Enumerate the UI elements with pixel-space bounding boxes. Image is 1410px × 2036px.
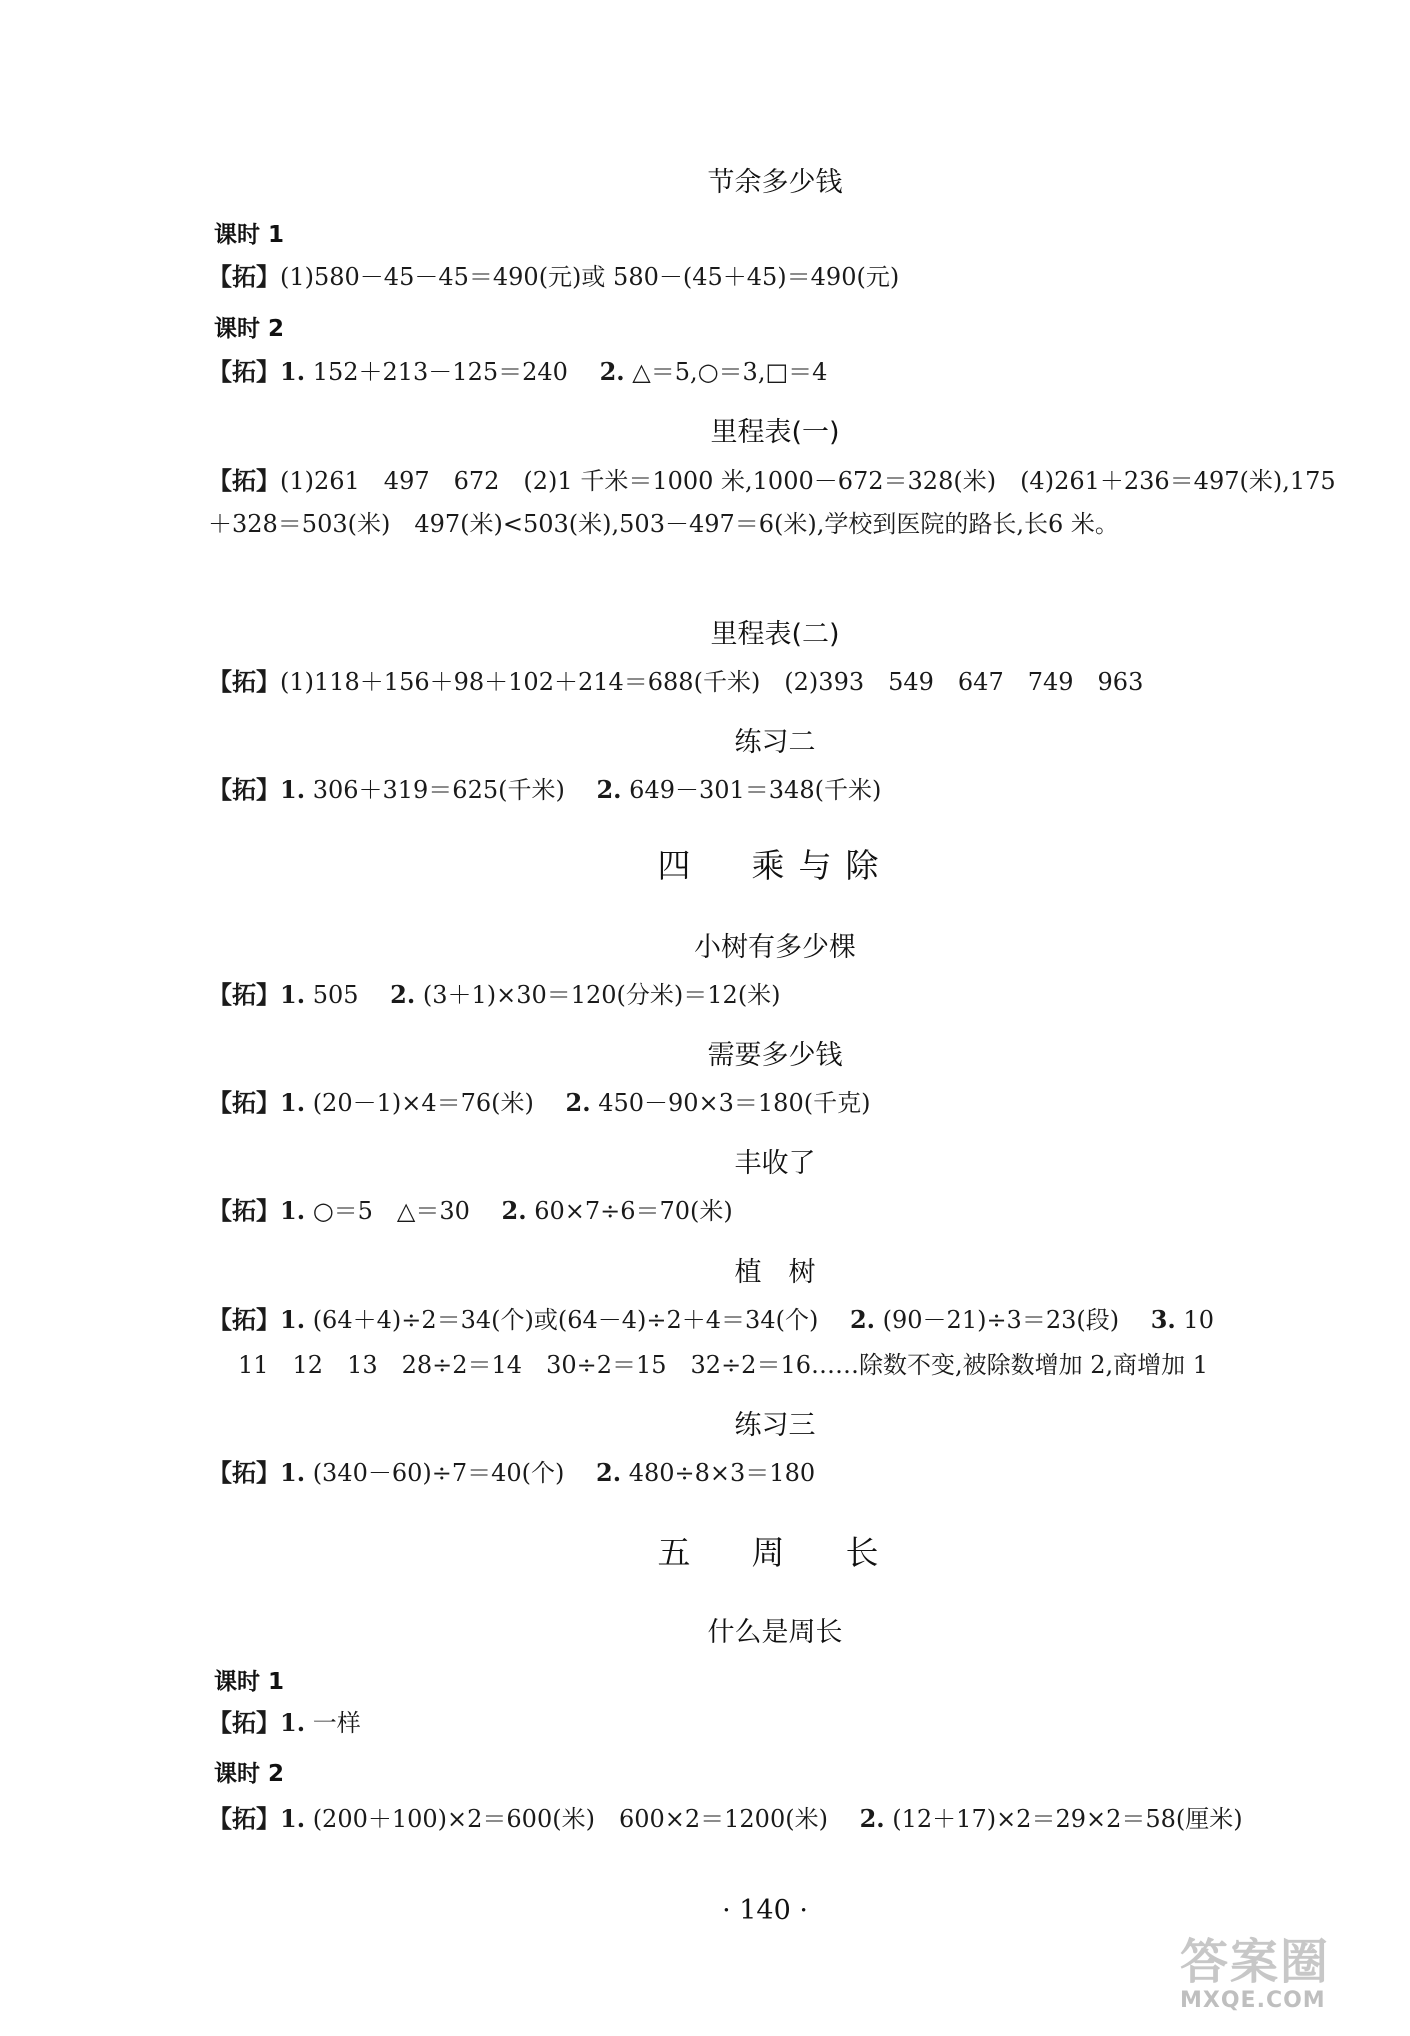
answer-line: 【拓】1. 一样 xyxy=(208,1708,361,1737)
watermark-text: 答案圈 xyxy=(1180,1934,1331,1990)
answer-line: 【拓】(1)580－45－45＝490(元)或 580－(45＋45)＝490(元) xyxy=(208,263,900,291)
answer-line: 【拓】1. ○＝5 △＝30 2. 60×7÷6＝70(米) xyxy=(208,1196,733,1225)
chapter-title: 四 乘与除 xyxy=(657,846,893,885)
lesson-label: 课时 2 xyxy=(214,1761,285,1787)
answer-line: 【拓】1. (64＋4)÷2＝34(个)或(64－4)÷2＋4＝34(个) 2. (90－21)÷3＝23(段) 3. 10 xyxy=(208,1305,1214,1334)
section-title: 小树有多少棵 xyxy=(694,932,856,963)
watermark-logo xyxy=(1180,1936,1400,2028)
tag-label: 【拓】 xyxy=(208,263,280,291)
watermark-url: MXQE.COM xyxy=(1180,1988,1326,2013)
section-title: 里程表(一) xyxy=(710,417,840,448)
page-number: · 140 · xyxy=(722,1895,808,1926)
chapter-title: 五 周 长 xyxy=(657,1533,893,1572)
answer-line-continued: 11 12 13 28÷2＝14 30÷2＝15 32÷2＝16……除数不变,被除数增加 2,商增加 1 xyxy=(238,1351,1209,1379)
section-title: 植 树 xyxy=(734,1257,816,1288)
lesson-label: 课时 2 xyxy=(214,316,285,342)
answer-line: 【拓】1. (340－60)÷7＝40(个) 2. 480÷8×3＝180 xyxy=(208,1458,816,1487)
answer-line: 【拓】(1)118＋156＋98＋102＋214＝688(千米) (2)393 549 647 749 963 xyxy=(208,668,1144,696)
lesson-label: 课时 1 xyxy=(214,222,285,248)
section-title: 练习三 xyxy=(734,1410,816,1441)
lesson-label: 课时 1 xyxy=(214,1669,285,1695)
section-title: 丰收了 xyxy=(734,1148,816,1179)
answer-line: 【拓】(1)261 497 672 (2)1 千米＝1000 米,1000－672＝328(米) (4)261＋236＝497(米),175＋328＝503(米) 497(米)<503(米),503－497＝6(米),学校到医院的路长,长6 米。 xyxy=(208,467,1336,538)
section-title: 里程表(二) xyxy=(710,619,840,650)
answer-line: 【拓】1. (200＋100)×2＝600(米) 600×2＝1200(米) 2. (12＋17)×2＝29×2＝58(厘米) xyxy=(208,1804,1243,1833)
answer-line: 【拓】1. 505 2. (3＋1)×30＝120(分米)＝12(米) xyxy=(208,980,781,1009)
answer-line: 【拓】1. 152＋213－125＝240 2. △＝5,○＝3,□＝4 xyxy=(208,357,828,386)
section-title: 节余多少钱 xyxy=(707,167,843,198)
answer-line: 【拓】1. (20－1)×4＝76(米) 2. 450－90×3＝180(千克) xyxy=(208,1088,871,1117)
section-title: 什么是周长 xyxy=(707,1617,843,1648)
answer-line: 【拓】1. 306＋319＝625(千米) 2. 649－301＝348(千米) xyxy=(208,775,882,804)
section-title: 练习二 xyxy=(734,727,816,758)
section-title: 需要多少钱 xyxy=(707,1040,843,1071)
